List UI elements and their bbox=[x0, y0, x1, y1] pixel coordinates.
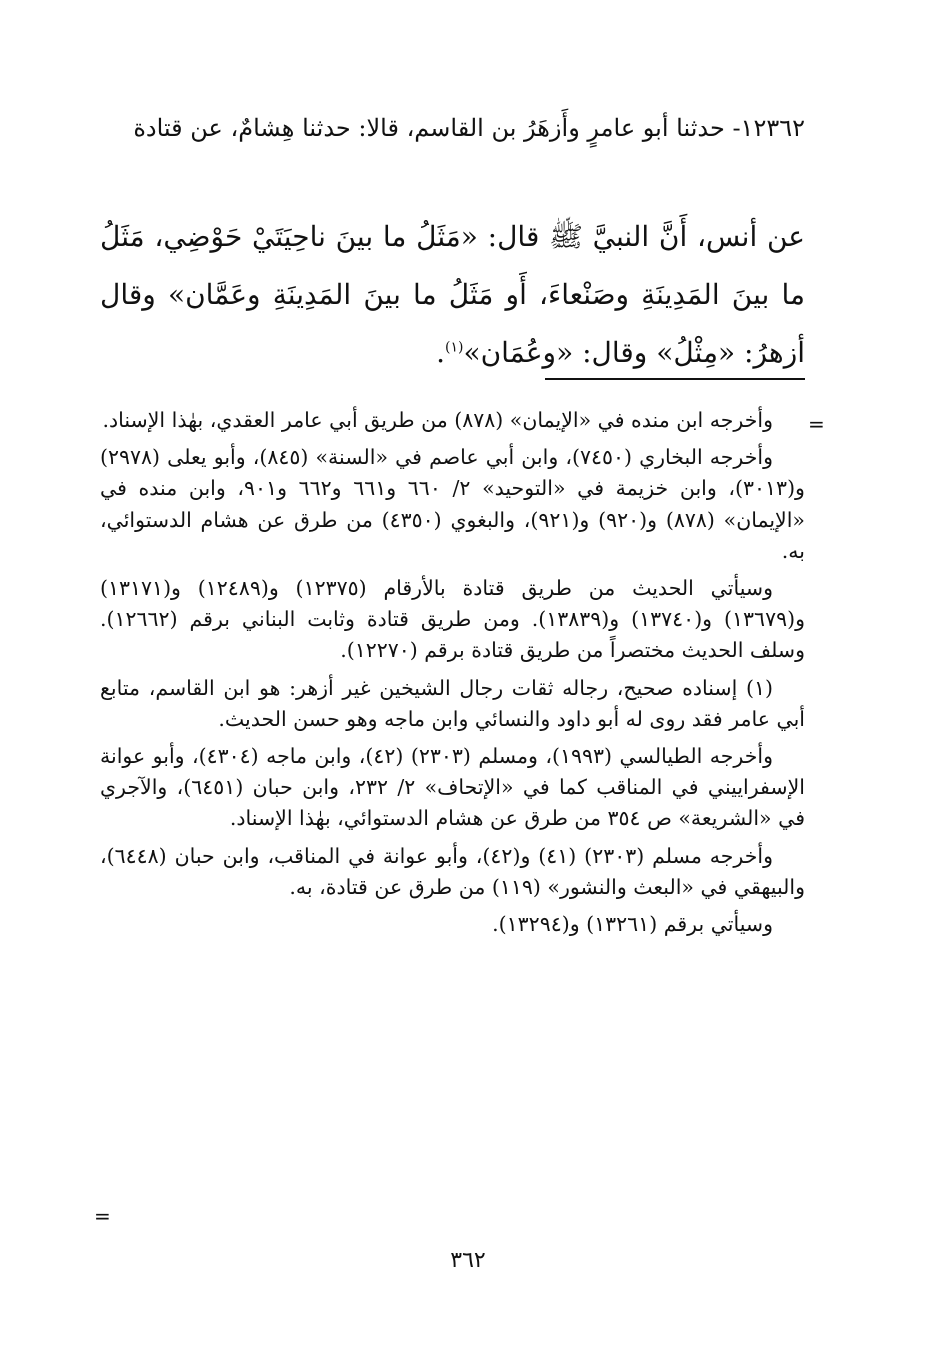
hadith-matn-end: . bbox=[436, 336, 445, 369]
footnote-reference: (١) bbox=[444, 339, 464, 356]
footnote-separator-rule bbox=[545, 378, 805, 380]
footnote-paragraph: وأخرجه البخاري (٧٤٥٠)، وابن أبي عاصم في «السنة» (٨٤٥)، وأبو يعلى (٢٩٧٨) و(٣٠١٣)، وابن خزيمة في «التوحيد» ٢/ ٦٦٠ و٦٦١ و٦٦٢ و٩٠١، وابن منده في «الإيمان» (٨٧٨) و(٩٢٠) و(٩٢١)، والبغوي (٤٣٥٠) من طرق عن هشام الدستوائي، به. bbox=[100, 445, 805, 563]
hadith-isnad-header bbox=[100, 108, 805, 148]
continuation-mark-top: = bbox=[808, 412, 825, 436]
hadith-matn-text: عن أنس، أَنَّ النبيَّ ﷺ قال: «مَثَلُ ما بينَ ناحِيَتَيْ حَوْضِي، مَثَلُ ما بينَ المَدِينَةِ وصَنْعاءَ، أَو مَثَلُ ما بينَ المَدِينَةِ وعَمَّان» وقال أزهرُ: «مِثْلُ» وقال: «وعُمَان» bbox=[100, 220, 806, 369]
page-number: ٣٦٢ bbox=[450, 1248, 486, 1273]
hadith-isnad-text: ١٢٣٦٢- حدثنا أبو عامرٍ وأَزهَرُ بن القاسم، قالا: حدثنا هِشامٌ، عن قتادة bbox=[133, 114, 805, 142]
hadith-matn bbox=[100, 208, 805, 382]
footnote-paragraph: وسيأتي برقم (١٣٢٦١) و(١٣٢٩٤). bbox=[492, 912, 773, 937]
footnote-paragraph: وأخرجه الطيالسي (١٩٩٣)، ومسلم (٢٣٠٣) (٤٢)، وابن ماجه (٤٣٠٤)، وأبو عوانة الإسفراييني في المناقب كما في «الإتحاف» ٢/ ٢٣٢، وابن حبان (٦٤٥١)، والآجري في «الشريعة» ص ٣٥٤ من طرق عن هشام الدستوائي، بهٰذا الإسناد. bbox=[100, 744, 805, 831]
footnote-paragraph: وسيأتي الحديث من طريق قتادة بالأرقام (١٢٣٧٥) و(١٢٤٨٩) و(١٣١٧١) و(١٣٦٧٩) و(١٣٧٤٠) و(١٣٨٣٩). ومن طريق قتادة وثابت البناني برقم (١٢٦٦٢). وسلف الحديث مختصراً من طريق قتادة برقم (١٢٢٧٠). bbox=[100, 576, 805, 663]
footnote-paragraph: وأخرجه ابن منده في «الإيمان» (٨٧٨) من طريق أبي عامر العقدي، بهٰذا الإسناد. bbox=[102, 408, 773, 432]
footnotes-section bbox=[100, 405, 805, 946]
footnote-paragraph: (١) إسناده صحيح، رجاله ثقات رجال الشيخين غير أزهر: هو ابن القاسم، متابع أبي عامر فقد روى له أبو داود والنسائي وابن ماجه وهو حسن الحديث. bbox=[100, 675, 805, 731]
continuation-mark-bottom: = bbox=[94, 1204, 111, 1228]
footnote-paragraph: وأخرجه مسلم (٢٣٠٣) (٤١) و(٤٢)، وأبو عوانة في المناقب، وابن حبان (٦٤٤٨)، والبيهقي في «البعث والنشور» (١١٩) من طرق عن قتادة، به. bbox=[100, 843, 805, 899]
